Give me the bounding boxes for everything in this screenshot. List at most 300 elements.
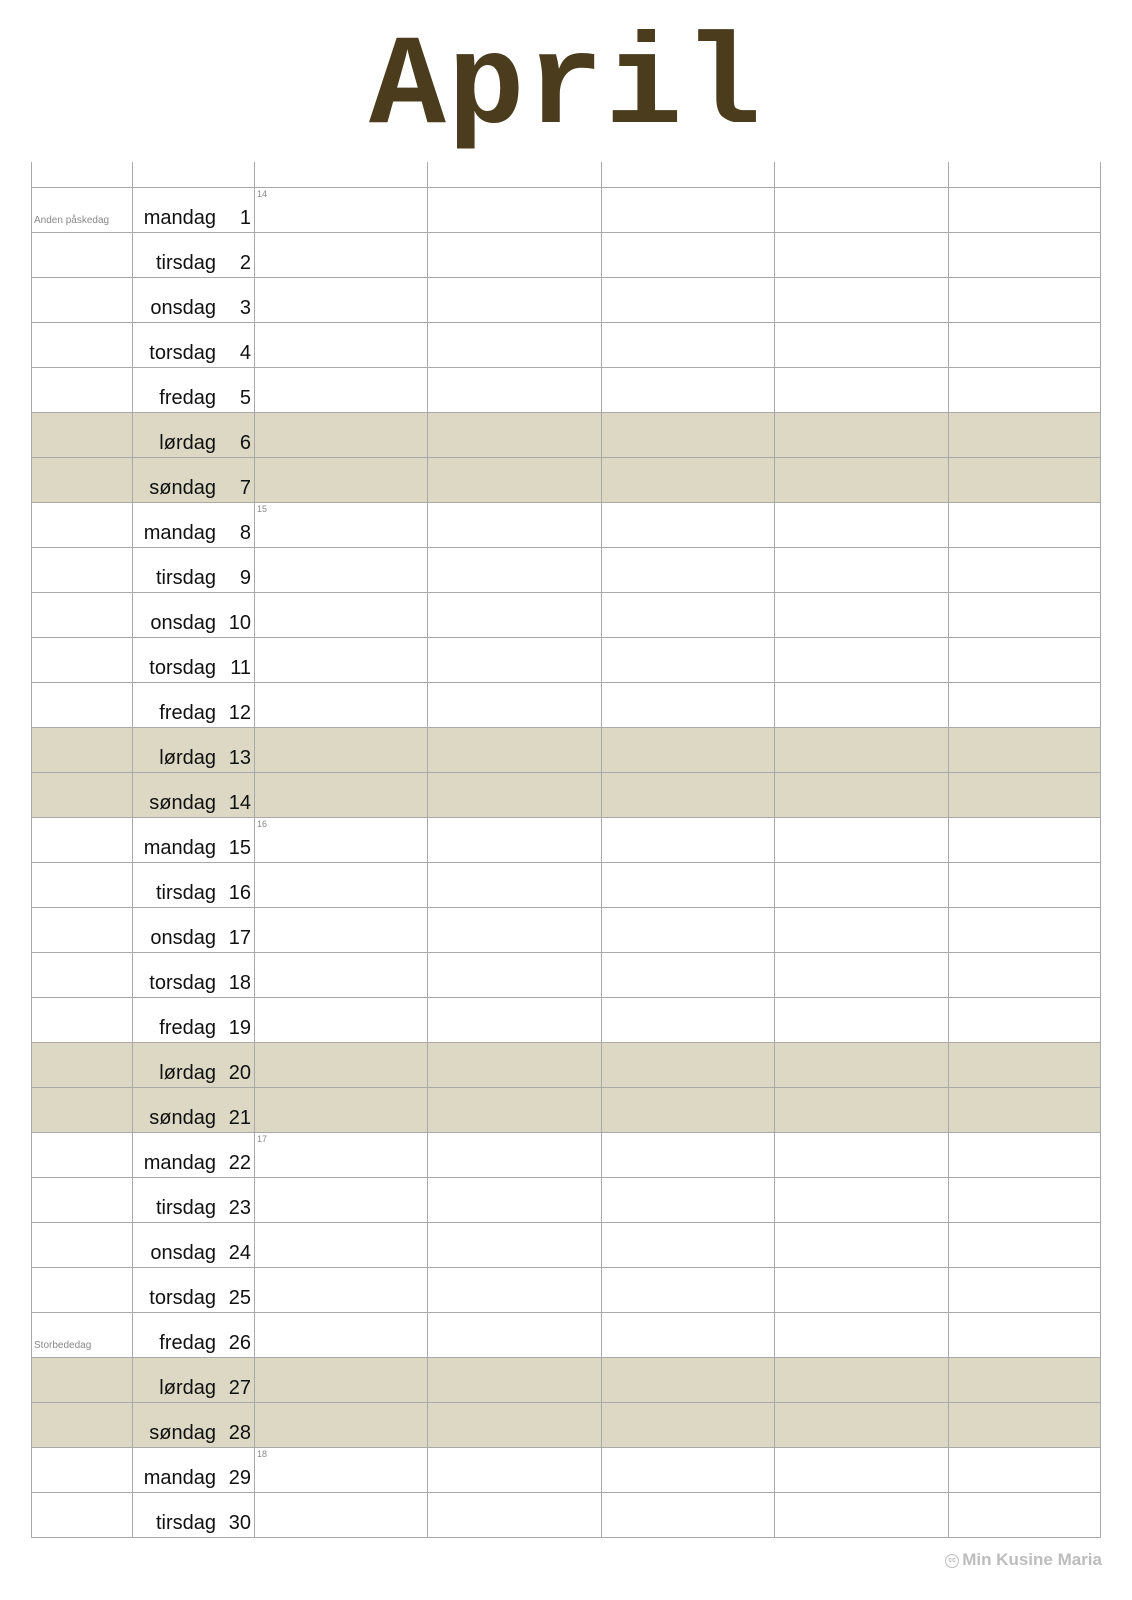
holiday-note-cell[interactable]: [31, 548, 133, 592]
day-row: [31, 863, 1101, 908]
day-row: [31, 998, 1101, 1043]
person-3-cell[interactable]: [602, 1178, 775, 1222]
person-1-cell[interactable]: [255, 548, 428, 592]
person-2-cell[interactable]: [428, 503, 602, 547]
person-2-cell[interactable]: [428, 683, 602, 727]
holiday-note-cell[interactable]: [31, 1088, 133, 1132]
day-row: [31, 548, 1101, 593]
holiday-note-cell[interactable]: [31, 368, 133, 412]
day-label-cell: [133, 1448, 255, 1492]
holiday-note-cell[interactable]: [31, 458, 133, 502]
person-2-cell[interactable]: [428, 1358, 602, 1402]
person-2-cell[interactable]: [428, 548, 602, 592]
person-3-cell[interactable]: [602, 233, 775, 277]
header-cell: [133, 162, 255, 187]
day-number: 2: [239, 252, 251, 274]
person-2-cell[interactable]: [428, 458, 602, 502]
person-4-cell[interactable]: [775, 278, 949, 322]
person-2-cell[interactable]: [428, 593, 602, 637]
person-2-cell[interactable]: [428, 323, 602, 367]
holiday-note-cell[interactable]: [31, 1403, 133, 1447]
person-1-cell[interactable]: [255, 1493, 428, 1537]
day-number: 22: [228, 1152, 251, 1174]
person-1-cell[interactable]: [255, 368, 428, 412]
day-label-cell: [133, 998, 255, 1042]
month-title: April: [368, 16, 764, 161]
day-row: [31, 1268, 1101, 1313]
day-name: mandag: [143, 837, 216, 859]
day-row: [31, 188, 1101, 233]
person-3-cell[interactable]: [602, 458, 775, 502]
holiday-note-cell[interactable]: [31, 1043, 133, 1087]
person-5-cell[interactable]: [949, 1043, 1101, 1087]
person-2-cell[interactable]: [428, 638, 602, 682]
person-4-cell[interactable]: [775, 1403, 949, 1447]
person-1-cell[interactable]: [255, 1088, 428, 1132]
day-name: lørdag: [159, 747, 216, 769]
day-row: [31, 818, 1101, 863]
person-1-cell[interactable]: [255, 503, 428, 547]
day-label-cell: [133, 1358, 255, 1402]
day-label-cell: [133, 323, 255, 367]
person-4-cell[interactable]: [775, 503, 949, 547]
week-number: 15: [257, 504, 268, 514]
holiday-note-cell[interactable]: [31, 908, 133, 952]
day-row: [31, 908, 1101, 953]
person-5-cell[interactable]: [949, 1178, 1101, 1222]
person-1-cell[interactable]: [255, 953, 428, 997]
day-row: [31, 278, 1101, 323]
person-2-cell[interactable]: [428, 1403, 602, 1447]
footer-text: Min Kusine Maria: [962, 1550, 1102, 1569]
day-label-cell: [133, 593, 255, 637]
holiday-note-cell[interactable]: [31, 233, 133, 277]
holiday-note-cell[interactable]: [31, 1358, 133, 1402]
person-2-cell[interactable]: [428, 863, 602, 907]
person-3-cell[interactable]: [602, 638, 775, 682]
person-1-cell[interactable]: [255, 1133, 428, 1177]
day-name: fredag: [159, 1017, 216, 1039]
day-number: 28: [228, 1422, 251, 1444]
holiday-note-cell[interactable]: [31, 1268, 133, 1312]
day-number: 5: [239, 387, 251, 409]
person-3-cell[interactable]: [602, 908, 775, 952]
person-3-cell[interactable]: [602, 278, 775, 322]
day-name: tirsdag: [155, 882, 216, 904]
person-4-cell[interactable]: [775, 1178, 949, 1222]
day-row: [31, 1133, 1101, 1178]
person-1-cell[interactable]: [255, 908, 428, 952]
person-4-cell[interactable]: [775, 1313, 949, 1357]
day-label-cell: [133, 773, 255, 817]
holiday-note-cell[interactable]: [31, 1223, 133, 1267]
day-row: [31, 773, 1101, 818]
week-number: 16: [257, 819, 268, 829]
day-label-cell: [133, 1043, 255, 1087]
day-label-cell: [133, 1268, 255, 1312]
person-5-cell[interactable]: [949, 278, 1101, 322]
day-number: 15: [228, 837, 251, 859]
day-name: søndag: [149, 1107, 216, 1129]
person-2-cell[interactable]: [428, 908, 602, 952]
person-4-cell[interactable]: [775, 953, 949, 997]
person-5-cell[interactable]: [949, 1493, 1101, 1537]
person-4-cell[interactable]: [775, 233, 949, 277]
person-2-cell[interactable]: [428, 1493, 602, 1537]
person-2-cell[interactable]: [428, 1043, 602, 1087]
week-number: 14: [257, 189, 268, 199]
holiday-note-cell[interactable]: [31, 998, 133, 1042]
day-number: 13: [228, 747, 251, 769]
person-5-cell[interactable]: [949, 953, 1101, 997]
person-3-cell[interactable]: [602, 1223, 775, 1267]
day-name: fredag: [159, 702, 216, 724]
person-5-cell[interactable]: [949, 1133, 1101, 1177]
day-name: fredag: [159, 1332, 216, 1354]
person-4-cell[interactable]: [775, 1448, 949, 1492]
day-number: 20: [228, 1062, 251, 1084]
day-row: [31, 233, 1101, 278]
day-number: 8: [239, 522, 251, 544]
day-number: 9: [239, 567, 251, 589]
header-row: [31, 162, 1101, 188]
person-4-cell[interactable]: [775, 818, 949, 862]
person-1-cell[interactable]: [255, 728, 428, 772]
person-3-cell[interactable]: [602, 1493, 775, 1537]
day-label-cell: [133, 503, 255, 547]
person-4-cell[interactable]: [775, 683, 949, 727]
header-cell: [949, 162, 1101, 187]
day-number: 4: [239, 342, 251, 364]
day-number: 12: [228, 702, 251, 724]
person-2-cell[interactable]: [428, 1178, 602, 1222]
person-2-cell[interactable]: [428, 1133, 602, 1177]
day-row: [31, 503, 1101, 548]
person-1-cell[interactable]: [255, 998, 428, 1042]
person-1-cell[interactable]: [255, 413, 428, 457]
header-cell: [775, 162, 949, 187]
holiday-note-cell[interactable]: [31, 503, 133, 547]
day-number: 1: [239, 207, 251, 229]
person-3-cell[interactable]: [602, 368, 775, 412]
day-row: [31, 953, 1101, 998]
person-4-cell[interactable]: [775, 1133, 949, 1177]
day-row: [31, 368, 1101, 413]
person-1-cell[interactable]: [255, 1448, 428, 1492]
person-4-cell[interactable]: [775, 908, 949, 952]
person-1-cell[interactable]: [255, 683, 428, 727]
person-1-cell[interactable]: [255, 233, 428, 277]
person-1-cell[interactable]: [255, 278, 428, 322]
person-5-cell[interactable]: [949, 323, 1101, 367]
holiday-note-cell[interactable]: [31, 188, 133, 232]
holiday-note-cell[interactable]: [31, 728, 133, 772]
day-name: søndag: [149, 1422, 216, 1444]
day-label-cell: [133, 1313, 255, 1357]
person-5-cell[interactable]: [949, 1268, 1101, 1312]
day-row: [31, 1043, 1101, 1088]
day-label-cell: [133, 1088, 255, 1132]
day-name: mandag: [143, 1467, 216, 1489]
holiday-note-cell[interactable]: [31, 323, 133, 367]
person-3-cell[interactable]: [602, 1043, 775, 1087]
person-2-cell[interactable]: [428, 413, 602, 457]
person-4-cell[interactable]: [775, 1493, 949, 1537]
person-3-cell[interactable]: [602, 1403, 775, 1447]
person-1-cell[interactable]: [255, 1223, 428, 1267]
holiday-note-cell[interactable]: [31, 1493, 133, 1537]
person-3-cell[interactable]: [602, 683, 775, 727]
day-number: 6: [239, 432, 251, 454]
day-label-cell: [133, 1493, 255, 1537]
holiday-note: Storbededag: [34, 1340, 92, 1351]
person-1-cell[interactable]: [255, 863, 428, 907]
person-3-cell[interactable]: [602, 728, 775, 772]
day-number: 3: [239, 297, 251, 319]
person-3-cell[interactable]: [602, 413, 775, 457]
person-5-cell[interactable]: [949, 368, 1101, 412]
person-3-cell[interactable]: [602, 1448, 775, 1492]
person-1-cell[interactable]: [255, 1313, 428, 1357]
person-1-cell[interactable]: [255, 1178, 428, 1222]
calendar-grid: [31, 162, 1101, 1538]
day-row: [31, 1493, 1101, 1538]
person-2-cell[interactable]: [428, 1223, 602, 1267]
person-4-cell[interactable]: [775, 413, 949, 457]
day-label-cell: [133, 728, 255, 772]
person-3-cell[interactable]: [602, 818, 775, 862]
person-1-cell[interactable]: [255, 1358, 428, 1402]
person-2-cell[interactable]: [428, 728, 602, 772]
day-row: [31, 413, 1101, 458]
person-4-cell[interactable]: [775, 1358, 949, 1402]
person-1-cell[interactable]: [255, 818, 428, 862]
day-number: 29: [228, 1467, 251, 1489]
day-name: onsdag: [150, 612, 216, 634]
person-5-cell[interactable]: [949, 998, 1101, 1042]
person-5-cell[interactable]: [949, 1313, 1101, 1357]
person-1-cell[interactable]: [255, 1043, 428, 1087]
day-row: [31, 1088, 1101, 1133]
person-3-cell[interactable]: [602, 1133, 775, 1177]
header-cell: [255, 162, 428, 187]
day-label-cell: [133, 908, 255, 952]
person-4-cell[interactable]: [775, 998, 949, 1042]
holiday-note: Anden påskedag: [34, 215, 110, 226]
holiday-note-cell[interactable]: [31, 818, 133, 862]
day-number: 23: [228, 1197, 251, 1219]
person-5-cell[interactable]: [949, 593, 1101, 637]
person-1-cell[interactable]: [255, 638, 428, 682]
person-5-cell[interactable]: [949, 458, 1101, 502]
holiday-note-cell[interactable]: [31, 278, 133, 322]
person-2-cell[interactable]: [428, 953, 602, 997]
person-2-cell[interactable]: [428, 188, 602, 232]
person-1-cell[interactable]: [255, 1403, 428, 1447]
person-5-cell[interactable]: [949, 638, 1101, 682]
person-5-cell[interactable]: [949, 233, 1101, 277]
person-5-cell[interactable]: [949, 1088, 1101, 1132]
person-3-cell[interactable]: [602, 953, 775, 997]
person-4-cell[interactable]: [775, 188, 949, 232]
day-label-cell: [133, 233, 255, 277]
person-3-cell[interactable]: [602, 863, 775, 907]
holiday-note-cell[interactable]: [31, 863, 133, 907]
person-4-cell[interactable]: [775, 728, 949, 772]
person-1-cell[interactable]: [255, 1268, 428, 1312]
person-5-cell[interactable]: [949, 1223, 1101, 1267]
person-5-cell[interactable]: [949, 863, 1101, 907]
day-name: mandag: [143, 522, 216, 544]
header-cell: [428, 162, 602, 187]
day-name: mandag: [143, 207, 216, 229]
person-4-cell[interactable]: [775, 1223, 949, 1267]
day-number: 30: [228, 1512, 251, 1534]
day-name: mandag: [143, 1152, 216, 1174]
person-4-cell[interactable]: [775, 638, 949, 682]
person-2-cell[interactable]: [428, 773, 602, 817]
holiday-note-cell[interactable]: [31, 683, 133, 727]
person-4-cell[interactable]: [775, 773, 949, 817]
person-2-cell[interactable]: [428, 368, 602, 412]
holiday-note-cell[interactable]: [31, 953, 133, 997]
person-1-cell[interactable]: [255, 593, 428, 637]
person-4-cell[interactable]: [775, 323, 949, 367]
person-3-cell[interactable]: [602, 773, 775, 817]
copyright-footer: [945, 1550, 1102, 1570]
day-number: 17: [228, 927, 251, 949]
day-number: 10: [228, 612, 251, 634]
person-5-cell[interactable]: [949, 773, 1101, 817]
person-3-cell[interactable]: [602, 1088, 775, 1132]
holiday-note-cell[interactable]: [31, 638, 133, 682]
day-label-cell: [133, 1133, 255, 1177]
person-3-cell[interactable]: [602, 503, 775, 547]
person-2-cell[interactable]: [428, 278, 602, 322]
holiday-note-cell[interactable]: [31, 1178, 133, 1222]
person-3-cell[interactable]: [602, 323, 775, 367]
day-row: [31, 683, 1101, 728]
person-4-cell[interactable]: [775, 1088, 949, 1132]
day-name: torsdag: [149, 342, 216, 364]
day-name: tirsdag: [155, 252, 216, 274]
person-3-cell[interactable]: [602, 593, 775, 637]
person-3-cell[interactable]: [602, 1268, 775, 1312]
day-row: [31, 1358, 1101, 1403]
day-row: [31, 728, 1101, 773]
day-label-cell: [133, 1223, 255, 1267]
day-number: 14: [228, 792, 251, 814]
person-4-cell[interactable]: [775, 863, 949, 907]
header-cell: [602, 162, 775, 187]
person-5-cell[interactable]: [949, 818, 1101, 862]
day-name: torsdag: [149, 657, 216, 679]
day-name: torsdag: [149, 972, 216, 994]
day-label-cell: [133, 818, 255, 862]
person-5-cell[interactable]: [949, 1403, 1101, 1447]
person-2-cell[interactable]: [428, 818, 602, 862]
person-5-cell[interactable]: [949, 413, 1101, 457]
day-label-cell: [133, 953, 255, 997]
day-number: 27: [228, 1377, 251, 1399]
person-5-cell[interactable]: [949, 683, 1101, 727]
day-number: 11: [230, 657, 251, 679]
day-name: tirsdag: [155, 1512, 216, 1534]
day-label-cell: [133, 1178, 255, 1222]
day-label-cell: [133, 548, 255, 592]
day-label-cell: [133, 863, 255, 907]
day-label-cell: [133, 278, 255, 322]
day-name: lørdag: [159, 1062, 216, 1084]
day-number: 7: [239, 477, 251, 499]
holiday-note-cell[interactable]: [31, 1313, 133, 1357]
person-5-cell[interactable]: [949, 1448, 1101, 1492]
day-name: onsdag: [150, 297, 216, 319]
person-2-cell[interactable]: [428, 1268, 602, 1312]
holiday-note-cell[interactable]: [31, 593, 133, 637]
person-2-cell[interactable]: [428, 998, 602, 1042]
person-3-cell[interactable]: [602, 998, 775, 1042]
person-2-cell[interactable]: [428, 233, 602, 277]
person-4-cell[interactable]: [775, 548, 949, 592]
day-row: [31, 1313, 1101, 1358]
person-5-cell[interactable]: [949, 1358, 1101, 1402]
person-5-cell[interactable]: [949, 503, 1101, 547]
day-label-cell: [133, 413, 255, 457]
person-1-cell[interactable]: [255, 458, 428, 502]
person-5-cell[interactable]: [949, 908, 1101, 952]
person-4-cell[interactable]: [775, 368, 949, 412]
day-number: 25: [228, 1287, 251, 1309]
person-4-cell[interactable]: [775, 1268, 949, 1312]
person-3-cell[interactable]: [602, 1358, 775, 1402]
person-2-cell[interactable]: [428, 1313, 602, 1357]
day-number: 21: [228, 1107, 251, 1129]
person-4-cell[interactable]: [775, 593, 949, 637]
day-name: tirsdag: [155, 567, 216, 589]
day-name: søndag: [149, 792, 216, 814]
person-4-cell[interactable]: [775, 1043, 949, 1087]
person-3-cell[interactable]: [602, 188, 775, 232]
holiday-note-cell[interactable]: [31, 773, 133, 817]
holiday-note-cell[interactable]: [31, 1133, 133, 1177]
person-3-cell[interactable]: [602, 548, 775, 592]
person-4-cell[interactable]: [775, 458, 949, 502]
day-name: søndag: [149, 477, 216, 499]
day-label-cell: [133, 638, 255, 682]
day-label-cell: [133, 368, 255, 412]
day-row: [31, 638, 1101, 683]
person-2-cell[interactable]: [428, 1448, 602, 1492]
person-2-cell[interactable]: [428, 1088, 602, 1132]
person-3-cell[interactable]: [602, 1313, 775, 1357]
day-number: 26: [228, 1332, 251, 1354]
day-row: [31, 323, 1101, 368]
person-5-cell[interactable]: [949, 548, 1101, 592]
header-cell: [31, 162, 133, 187]
day-name: lørdag: [159, 432, 216, 454]
day-row: [31, 593, 1101, 638]
person-5-cell[interactable]: [949, 188, 1101, 232]
holiday-note-cell[interactable]: [31, 1448, 133, 1492]
person-1-cell[interactable]: [255, 188, 428, 232]
person-1-cell[interactable]: [255, 773, 428, 817]
holiday-note-cell[interactable]: [31, 413, 133, 457]
day-row: [31, 1448, 1101, 1493]
person-1-cell[interactable]: [255, 323, 428, 367]
day-name: lørdag: [159, 1377, 216, 1399]
person-5-cell[interactable]: [949, 728, 1101, 772]
